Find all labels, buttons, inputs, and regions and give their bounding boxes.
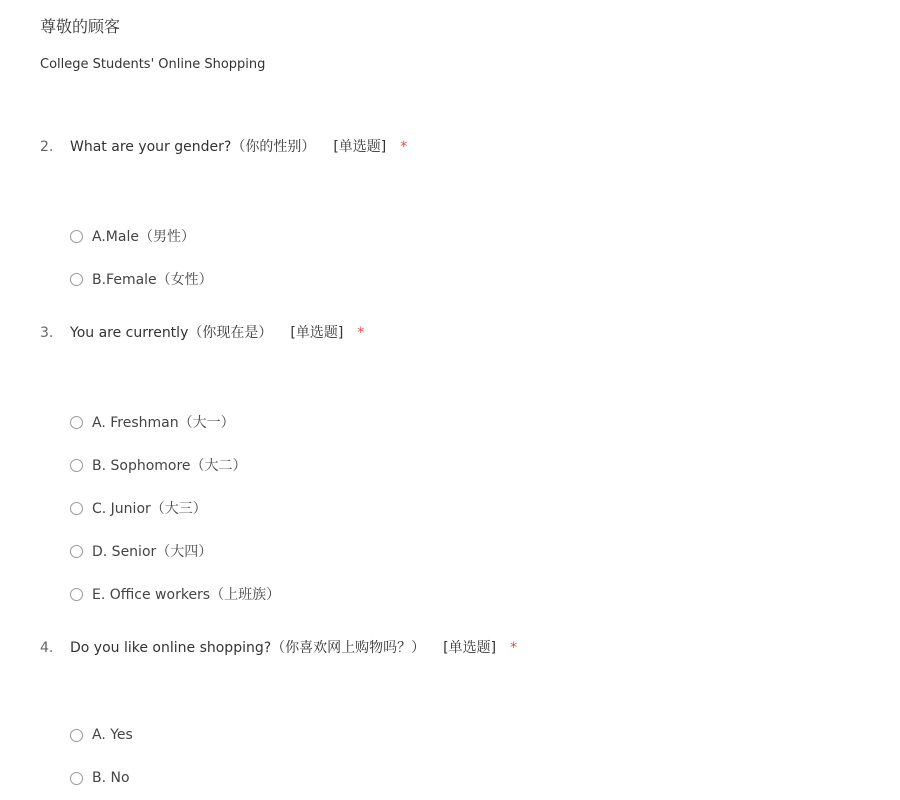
option-no[interactable] [70, 770, 130, 786]
option-yes[interactable] [70, 727, 133, 743]
option-label: B.Female（女性） [92, 272, 213, 288]
question-text: Do you like online shopping?（你喜欢网上购物吗？） [70, 640, 426, 656]
option-label: D. Senior（大四） [92, 544, 213, 560]
question-type-label: [单选题] [443, 640, 497, 656]
question-type-label: [单选题] [290, 325, 344, 341]
option-male[interactable] [70, 226, 195, 246]
option-sophomore[interactable] [70, 455, 247, 475]
question-number: 4. [40, 640, 54, 656]
option-label: B. No [92, 770, 130, 786]
option-junior[interactable] [70, 498, 207, 518]
question-text: You are currently（你现在是） [70, 325, 273, 341]
question-number: 3. [40, 325, 54, 341]
option-label: A.Male（男性） [92, 229, 195, 245]
survey-subtitle: College Students' Online Shopping [40, 57, 266, 72]
radio-button[interactable] [70, 502, 83, 515]
option-office-workers[interactable] [70, 584, 280, 604]
radio-button[interactable] [70, 772, 83, 785]
option-label: B. Sophomore（大二） [92, 458, 247, 474]
required-asterisk: * [357, 325, 365, 341]
option-label: A. Yes [92, 727, 133, 743]
radio-button[interactable] [70, 459, 83, 472]
question-type-label: [单选题] [333, 139, 387, 155]
option-label: A. Freshman（大一） [92, 415, 235, 431]
question-header [40, 136, 880, 156]
question-header [40, 637, 880, 657]
question-text: What are your gender?（你的性别） [70, 139, 316, 155]
question-online-shopping [40, 637, 880, 786]
option-senior[interactable] [70, 541, 212, 561]
radio-button[interactable] [70, 273, 83, 286]
radio-button[interactable] [70, 729, 83, 742]
survey-title: 尊敬的顾客 [40, 17, 121, 36]
radio-button[interactable] [70, 545, 83, 558]
option-freshman[interactable] [70, 412, 235, 432]
radio-button[interactable] [70, 230, 83, 243]
radio-button[interactable] [70, 588, 83, 601]
option-label: C. Junior（大三） [92, 501, 207, 517]
question-gender [40, 136, 880, 288]
required-asterisk: * [510, 640, 518, 656]
question-current-status [40, 322, 880, 603]
radio-button[interactable] [70, 416, 83, 429]
option-label: E. Office workers（上班族） [92, 587, 281, 603]
option-female[interactable] [70, 269, 213, 289]
question-header [40, 322, 880, 342]
question-number: 2. [40, 139, 54, 155]
required-asterisk: * [400, 139, 408, 155]
